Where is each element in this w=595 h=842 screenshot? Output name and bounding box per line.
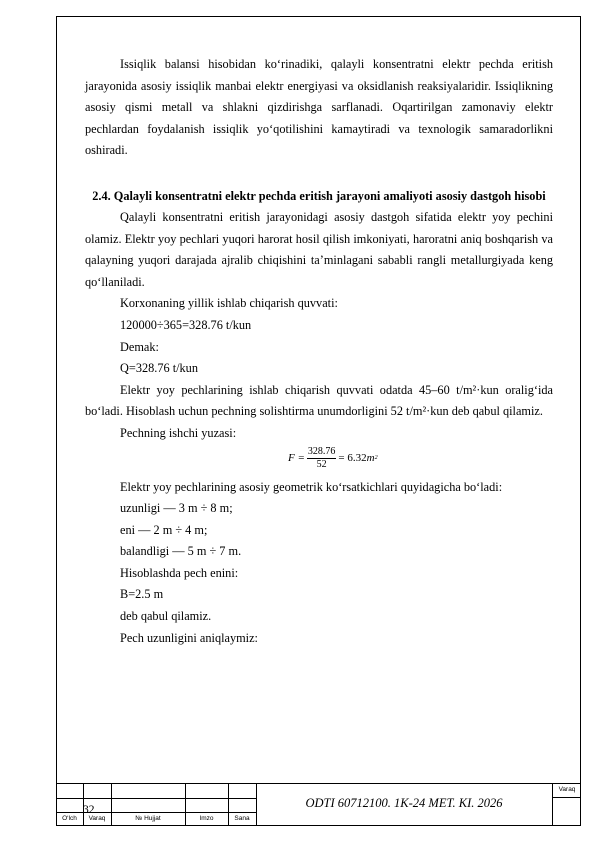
col-imzo: Imzo	[199, 815, 214, 822]
line-daily-calc: 120000÷365=328.76 t/kun	[120, 317, 252, 332]
varaq-label-right: Varaq	[558, 786, 576, 793]
formula-lhs: F =	[288, 452, 305, 464]
section-heading: 2.4. Qalayli konsentratni elektr pechda eritish jarayoni amaliyoti asosiy dastgoh hisobi	[92, 188, 546, 203]
formula-area	[85, 445, 553, 477]
formula-unit: m	[366, 452, 375, 464]
formula-unit-power: 2	[374, 455, 378, 461]
paragraph-geometry: Elektr yoy pechlarining asosiy geometrik ko‘rsatkichlari quyidagicha bo‘ladi:	[120, 479, 503, 494]
formula-numerator: 328.76	[307, 445, 336, 457]
col-sana: Sana	[234, 815, 250, 822]
line-width-range: eni — 2 m ÷ 4 m;	[120, 522, 208, 537]
paragraph-furnace-choice: Qalayli konsentratni eritish jarayonidagi asosiy dastgoh sifatida elektr yoy pechini olamiz. Elektr yoy pechlari yuqori harorat hosil qilish imkoniyati, haroratni aniq boshqarish va qalayning yuqori darajada ajralib chiqishini ta’minlagani sababli rangli metallurgiyada keng qo‘llaniladi.	[85, 209, 553, 289]
document-body	[85, 54, 553, 649]
paragraph-heat-balance: Issiqlik balansi hisobidan ko‘rinadiki, qalayli konsentratni elektr pechda eritish jarayonida asosiy issiqlik manbai elektr energiyasi va oksidlanish reaksiyalaridir. Issiqlikning asosiy qismi metall va shlakni qizdirishga sarflanadi. Oqartirilgan zamonaviy elektr pechlardan foydalanish issiqlik yo‘qotilishini kamaytiradi va texnologik samaradorlikni oshiradi.	[85, 57, 553, 158]
col-hujjat: № Hujjat	[135, 815, 161, 822]
line-working-area: Pechning ishchi yuzasi:	[120, 425, 237, 440]
line-length-calc: Pech uzunligini aniqlaymiz:	[120, 630, 258, 645]
line-height-range: balandligi — 5 m ÷ 7 m.	[120, 544, 242, 559]
line-demak: Demak:	[120, 339, 159, 354]
page-number: 32	[83, 804, 95, 816]
line-accept: deb qabul qilamiz.	[120, 609, 212, 624]
col-varaq: Varaq	[88, 815, 106, 822]
line-width-choice: Hisoblashda pech enini:	[120, 565, 239, 580]
line-b-value: B=2.5 m	[120, 587, 164, 602]
col-olch: O‘lch	[62, 815, 77, 822]
line-length-range: uzunligi — 3 m ÷ 8 m;	[120, 501, 233, 516]
formula-denominator: 52	[316, 458, 327, 470]
title-block	[56, 783, 581, 826]
line-annual-capacity: Korxonaning yillik ishlab chiqarish quvvati:	[120, 296, 338, 311]
formula-result: = 6.32	[338, 452, 367, 464]
paragraph-productivity: Elektr yoy pechlarining ishlab chiqarish quvvati odatda 45–60 t/m²·kun oralig‘ida bo‘ladi. Hisoblash uchun pechning solishtirma unumdorligini 52 t/m²·kun deb qabul qilamiz.	[85, 382, 553, 419]
document-code: ODTI 60712100. 1K-24 MET. KI. 2026	[305, 796, 503, 810]
line-q-value: Q=328.76 t/kun	[120, 361, 198, 376]
